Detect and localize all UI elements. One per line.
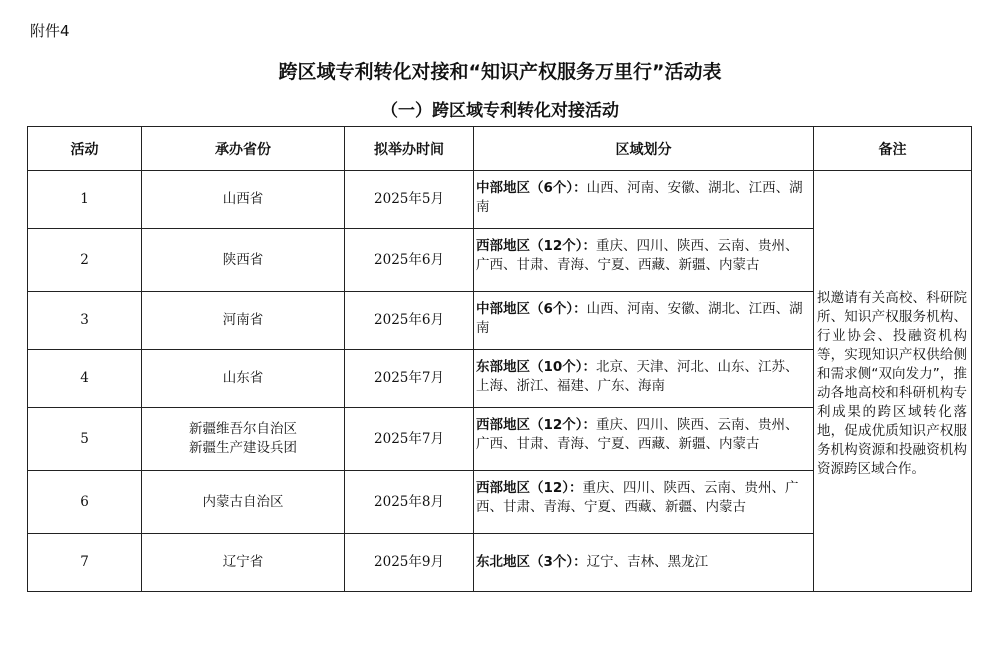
header-activity: 活动 bbox=[28, 127, 142, 171]
table-header-row bbox=[28, 127, 972, 171]
activity-table bbox=[27, 126, 972, 592]
cell-province bbox=[142, 292, 345, 350]
province-name: 新疆维吾尔自治区 bbox=[189, 421, 297, 437]
cell-province bbox=[142, 471, 345, 534]
province-name: 山东省 bbox=[222, 370, 264, 386]
cell-activity: 7 bbox=[28, 534, 142, 592]
cell-region bbox=[474, 292, 814, 350]
region-name: 西部地区（12）： bbox=[476, 480, 583, 496]
province-name: 河南省 bbox=[222, 312, 264, 328]
cell-province bbox=[142, 408, 345, 471]
region-list: 重庆、四川、陕西、云南、贵州、广西、甘肃、青海、宁夏、西藏、新疆、内蒙古 bbox=[476, 480, 799, 515]
cell-region bbox=[474, 229, 814, 292]
cell-region bbox=[474, 408, 814, 471]
cell-activity: 6 bbox=[28, 471, 142, 534]
cell-time: 2025年5月 bbox=[345, 171, 474, 229]
header-region: 区域划分 bbox=[474, 127, 814, 171]
region-list: 山西、河南、安徽、湖北、江西、湖南 bbox=[476, 301, 803, 336]
region-name: 西部地区（12个）： bbox=[476, 417, 597, 433]
cell-activity: 4 bbox=[28, 350, 142, 408]
cell-province bbox=[142, 534, 345, 592]
region-name: 西部地区（12个）： bbox=[476, 238, 597, 254]
cell-region bbox=[474, 171, 814, 229]
province-name: 新疆生产建设兵团 bbox=[189, 440, 297, 456]
region-name: 中部地区（6个）： bbox=[476, 301, 587, 317]
region-list: 北京、天津、河北、山东、江苏、上海、浙江、福建、广东、海南 bbox=[476, 359, 799, 394]
cell-region bbox=[474, 534, 814, 592]
cell-activity: 1 bbox=[28, 171, 142, 229]
cell-time: 2025年7月 bbox=[345, 408, 474, 471]
province-name: 辽宁省 bbox=[222, 554, 264, 570]
cell-activity: 2 bbox=[28, 229, 142, 292]
cell-region bbox=[474, 350, 814, 408]
region-list: 重庆、四川、陕西、云南、贵州、广西、甘肃、青海、宁夏、西藏、新疆、内蒙古 bbox=[476, 238, 799, 273]
header-note: 备注 bbox=[814, 127, 972, 171]
region-name: 中部地区（6个）： bbox=[476, 180, 587, 196]
cell-note: 拟邀请有关高校、科研院所、知识产权服务机构、行业协会、投融资机构等，实现知识产权供给侧和需求侧“双向发力”，推动各地高校和科研机构专利成果的跨区域转化落地，促成优质知识产权服务机构资源和投融资机构资源跨区域合作。 bbox=[814, 171, 972, 592]
region-name: 东北地区（3个）： bbox=[476, 554, 587, 570]
cell-province bbox=[142, 229, 345, 292]
cell-time: 2025年6月 bbox=[345, 292, 474, 350]
attachment-label: 附件4 bbox=[30, 22, 70, 40]
province-name: 山西省 bbox=[222, 191, 264, 207]
cell-activity: 3 bbox=[28, 292, 142, 350]
region-list: 辽宁、吉林、黑龙江 bbox=[586, 554, 709, 570]
cell-region bbox=[474, 471, 814, 534]
cell-time: 2025年6月 bbox=[345, 229, 474, 292]
cell-province bbox=[142, 171, 345, 229]
cell-time: 2025年7月 bbox=[345, 350, 474, 408]
section-subtitle: （一）跨区域专利转化对接活动 bbox=[381, 101, 619, 121]
header-province: 承办省份 bbox=[142, 127, 345, 171]
document-title: 跨区域专利转化对接和“知识产权服务万里行”活动表 bbox=[278, 61, 722, 83]
table-row bbox=[28, 171, 972, 229]
header-time: 拟举办时间 bbox=[345, 127, 474, 171]
cell-province bbox=[142, 350, 345, 408]
province-name: 内蒙古自治区 bbox=[202, 493, 284, 510]
region-name: 东部地区（10个）： bbox=[476, 359, 597, 375]
cell-activity: 5 bbox=[28, 408, 142, 471]
cell-time: 2025年9月 bbox=[345, 534, 474, 592]
region-list: 重庆、四川、陕西、云南、贵州、广西、甘肃、青海、宁夏、西藏、新疆、内蒙古 bbox=[476, 417, 799, 452]
province-name: 陕西省 bbox=[222, 251, 264, 268]
cell-time: 2025年8月 bbox=[345, 471, 474, 534]
region-list: 山西、河南、安徽、湖北、江西、湖南 bbox=[476, 180, 803, 215]
